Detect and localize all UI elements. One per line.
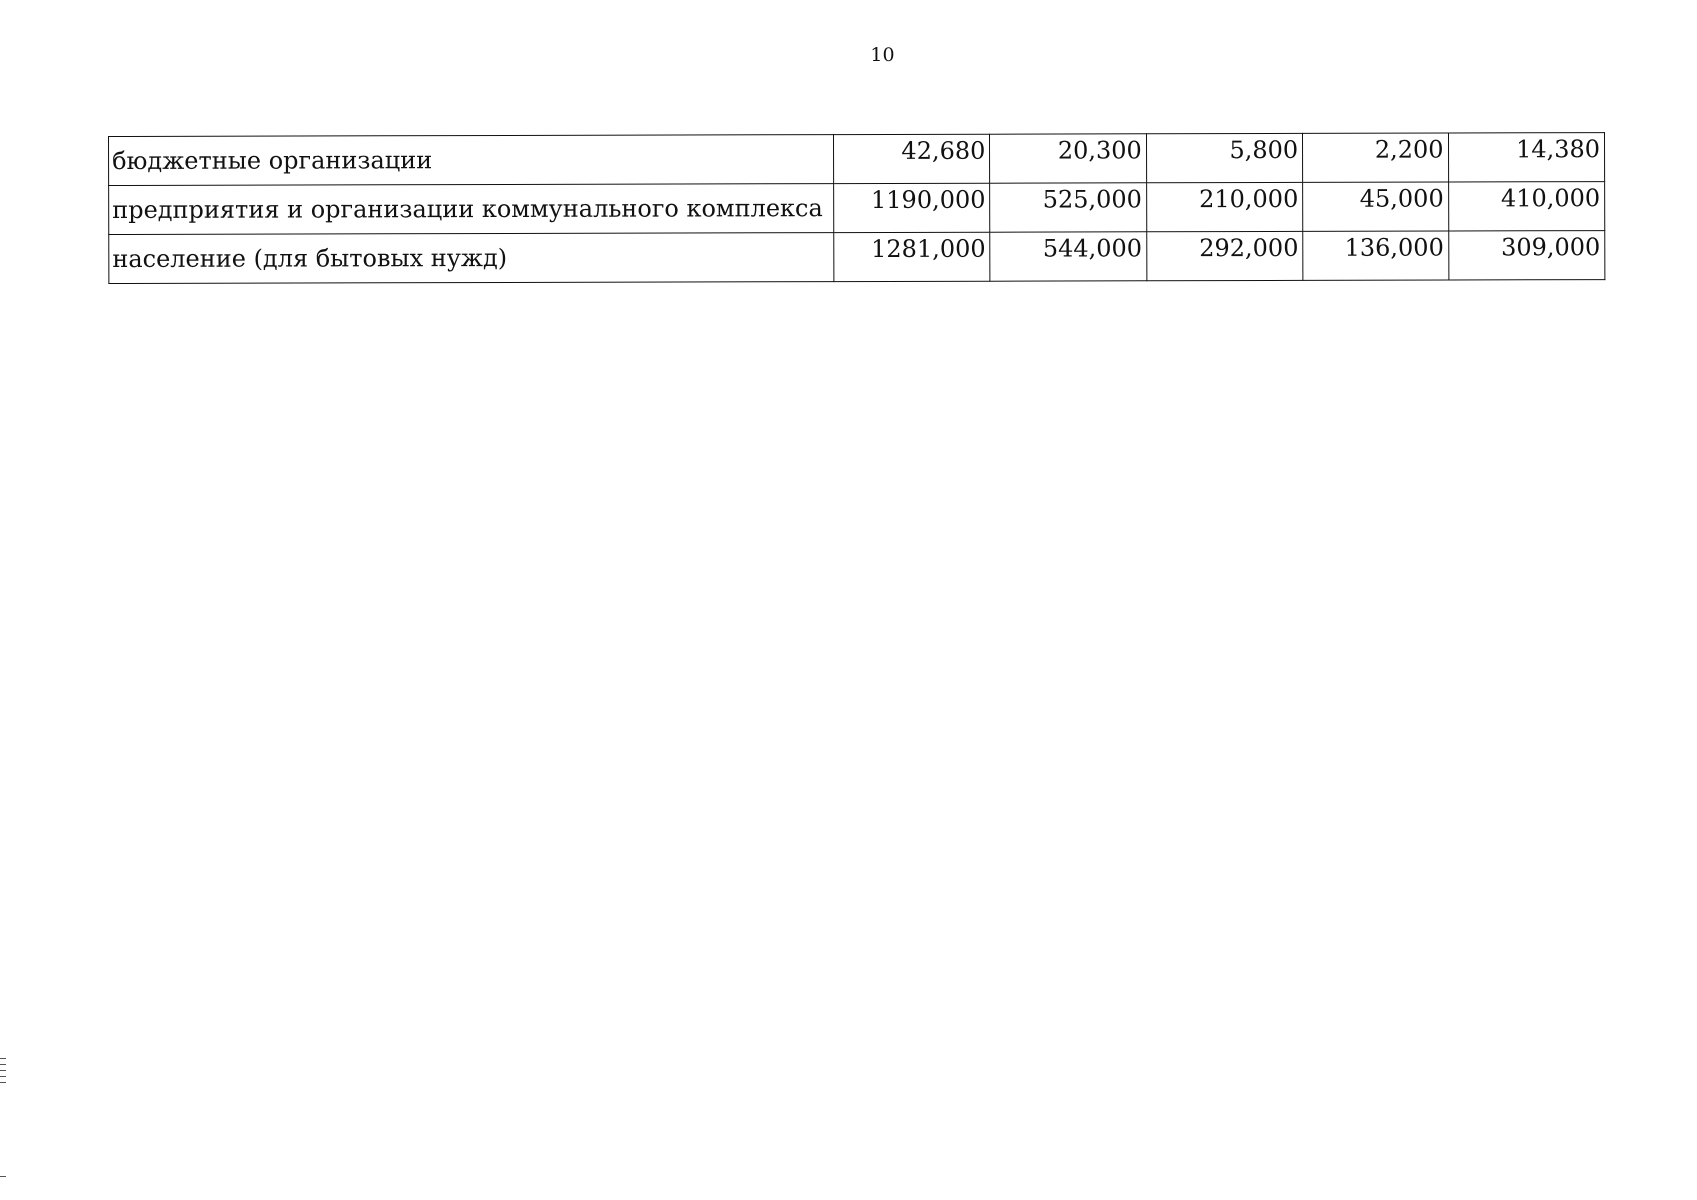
table-cell: 292,000 — [1147, 231, 1304, 280]
scan-mark — [0, 1082, 6, 1083]
table-row — [109, 133, 1605, 186]
consumption-table — [108, 132, 1605, 284]
table-cell: 45,000 — [1303, 182, 1449, 231]
table-cell: 210,000 — [1146, 182, 1303, 231]
table-cell: 136,000 — [1303, 231, 1449, 280]
table-cell: 2,200 — [1303, 133, 1449, 182]
row-label: бюджетные организации — [109, 135, 834, 186]
table-cell: 20,300 — [990, 134, 1147, 183]
row-label: предприятия и организации коммунального комплекса — [109, 184, 834, 235]
table-cell: 525,000 — [990, 183, 1147, 232]
table-cell: 544,000 — [990, 232, 1147, 281]
table-row — [109, 182, 1605, 235]
table-cell: 5,800 — [1146, 133, 1303, 182]
table-cell: 1281,000 — [834, 232, 991, 281]
table-cell: 42,680 — [833, 134, 990, 183]
scan-mark — [0, 1176, 6, 1177]
table-cell: 1190,000 — [834, 183, 991, 232]
scan-mark — [0, 1070, 6, 1071]
table-cell: 309,000 — [1448, 231, 1605, 280]
table-cell: 410,000 — [1448, 182, 1605, 231]
page-number: 10 — [870, 44, 895, 66]
scan-mark — [0, 1076, 6, 1077]
scan-mark — [0, 1058, 6, 1059]
row-label: население (для бытовых нужд) — [109, 233, 834, 284]
scan-mark — [0, 1064, 6, 1065]
table-cell: 14,380 — [1448, 133, 1605, 182]
table-row — [109, 231, 1605, 284]
